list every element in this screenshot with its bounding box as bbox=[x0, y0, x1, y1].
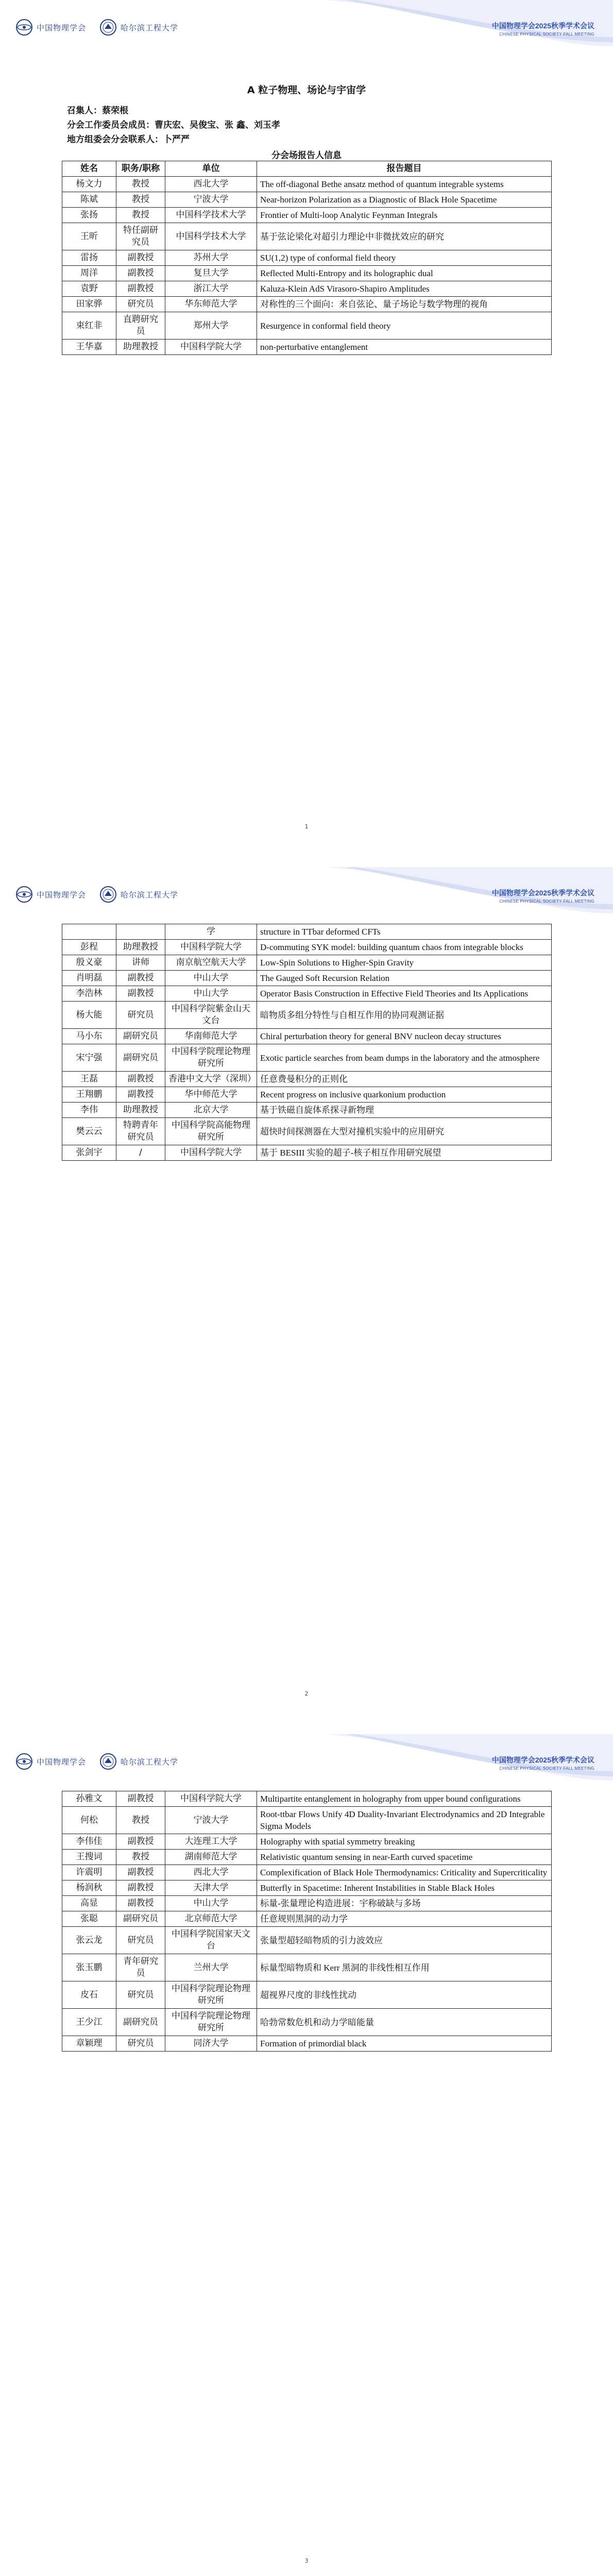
table-row bbox=[62, 955, 552, 971]
speaker-unit: 中国科学院大学 bbox=[165, 340, 257, 355]
speaker-unit: 中国科学院理论物理研究所 bbox=[165, 2009, 257, 2036]
speaker-topic: 基于铁磁自旋体系探寻新物理 bbox=[257, 1103, 552, 1118]
speaker-name: 杨大能 bbox=[62, 1002, 116, 1029]
speaker-name: 张聪 bbox=[62, 1911, 116, 1927]
speaker-title: 副教授 bbox=[116, 1072, 165, 1087]
university-emblem-icon bbox=[99, 886, 117, 903]
speaker-unit: 华中师范大学 bbox=[165, 1087, 257, 1103]
cps-emblem-icon bbox=[15, 19, 33, 36]
speaker-unit: 天津大学 bbox=[165, 1880, 257, 1896]
speaker-title: 助理教授 bbox=[116, 940, 165, 955]
speaker-title: 副教授 bbox=[116, 971, 165, 986]
speaker-name bbox=[62, 924, 116, 940]
speaker-unit: 兰州大学 bbox=[165, 1954, 257, 1981]
page-header bbox=[0, 867, 613, 913]
speaker-title: 副研究员 bbox=[116, 1029, 165, 1044]
table-row bbox=[62, 971, 552, 986]
university-logo-text: 哈尔滨工程大学 bbox=[121, 23, 179, 32]
contact-value: 卜严严 bbox=[163, 134, 190, 145]
speaker-unit: 宁波大学 bbox=[165, 1807, 257, 1834]
speaker-unit: 浙江大学 bbox=[165, 281, 257, 297]
conference-title bbox=[492, 1755, 594, 1771]
speaker-name: 何松 bbox=[62, 1807, 116, 1834]
speaker-unit: 西北大学 bbox=[165, 177, 257, 192]
table-row bbox=[62, 312, 552, 340]
contact-label: 地方组委会分会联系人： bbox=[67, 134, 163, 145]
conference-title bbox=[492, 21, 594, 37]
speaker-title: 教授 bbox=[116, 192, 165, 208]
table-row bbox=[62, 924, 552, 940]
speaker-unit: 宁波大学 bbox=[165, 192, 257, 208]
speaker-table bbox=[62, 161, 552, 355]
contact-line bbox=[67, 132, 551, 147]
speaker-name: 马小东 bbox=[62, 1029, 116, 1044]
convener-line bbox=[67, 104, 551, 118]
header-logos bbox=[15, 1753, 178, 1770]
university-logo bbox=[99, 886, 178, 903]
table-row bbox=[62, 1072, 552, 1087]
table-body bbox=[62, 924, 552, 1161]
speaker-title: 副教授 bbox=[116, 1896, 165, 1911]
speaker-topic: Reflected Multi-Entropy and its holographic dual bbox=[257, 266, 552, 281]
speaker-topic: Chiral perturbation theory for general BNV nucleon decay structures bbox=[257, 1029, 552, 1044]
page-header bbox=[0, 1734, 613, 1781]
table-row bbox=[62, 986, 552, 1002]
speaker-topic: non-perturbative entanglement bbox=[257, 340, 552, 355]
speaker-unit: 复旦大学 bbox=[165, 266, 257, 281]
speaker-name: 周洋 bbox=[62, 266, 116, 281]
table-row bbox=[62, 177, 552, 192]
speaker-unit: 中国科学技术大学 bbox=[165, 223, 257, 250]
speaker-title: 特聘青年研究员 bbox=[116, 1118, 165, 1145]
speaker-topic: Near-horizon Polarization as a Diagnostic of Black Hole Spacetime bbox=[257, 192, 552, 208]
speaker-name: 章颖理 bbox=[62, 2036, 116, 2052]
table-row bbox=[62, 340, 552, 355]
speaker-table bbox=[62, 1791, 552, 2052]
speaker-name: 杨文力 bbox=[62, 177, 116, 192]
page-header bbox=[0, 0, 613, 46]
table-row bbox=[62, 297, 552, 312]
speaker-topic: Frontier of Multi-loop Analytic Feynman Integrals bbox=[257, 208, 552, 223]
conference-title-cn: 中国物理学会2025秋季学术会议 bbox=[491, 1756, 594, 1764]
speaker-unit: 同济大学 bbox=[165, 2036, 257, 2052]
speaker-name: 陈斌 bbox=[62, 192, 116, 208]
conference-title-en: CHINESE PHYSICAL SOCIETY FALL MEETING bbox=[499, 899, 594, 904]
committee-value: 曹庆宏、吴俊宝、张 鑫、刘玉孝 bbox=[155, 120, 280, 130]
speaker-unit: 北京师范大学 bbox=[165, 1911, 257, 1927]
speaker-topic: Recent progress on inclusive quarkonium production bbox=[257, 1087, 552, 1103]
cps-logo-text: 中国物理学会 bbox=[37, 890, 87, 900]
speaker-title: 研究员 bbox=[116, 2036, 165, 2052]
speaker-title: 副研究员 bbox=[116, 1044, 165, 1072]
speaker-topic: Exotic particle searches from beam dumps in the laboratory and the atmosphere bbox=[257, 1044, 552, 1072]
table-caption: 分会场报告人信息 bbox=[271, 150, 342, 161]
speaker-unit: 中国科学技术大学 bbox=[165, 208, 257, 223]
speaker-title: 副教授 bbox=[116, 1865, 165, 1880]
speaker-title: 副研究员 bbox=[116, 1911, 165, 1927]
university-logo-text: 哈尔滨工程大学 bbox=[121, 1757, 179, 1767]
conference-title-en: CHINESE PHYSICAL SOCIETY FALL MEETING bbox=[499, 1766, 594, 1771]
conference-title-en: CHINESE PHYSICAL SOCIETY FALL MEETING bbox=[499, 32, 594, 37]
speaker-title: 副教授 bbox=[116, 1087, 165, 1103]
document-page bbox=[0, 0, 613, 867]
speaker-unit: 中国科学院理论物理研究所 bbox=[165, 1981, 257, 2009]
speaker-topic: Root-ttbar Flows Unify 4D Duality-Invariant Electrodynamics and 2D Integrable Sigma Models bbox=[257, 1807, 552, 1834]
table-row bbox=[62, 1981, 552, 2009]
table-row bbox=[62, 2009, 552, 2036]
conference-title bbox=[492, 888, 594, 904]
speaker-title: / bbox=[116, 1145, 165, 1161]
speaker-title: 副教授 bbox=[116, 266, 165, 281]
speaker-unit: 大连理工大学 bbox=[165, 1834, 257, 1850]
table-body bbox=[62, 1791, 552, 2052]
table-row bbox=[62, 1118, 552, 1145]
speaker-topic: SU(1,2) type of conformal field theory bbox=[257, 250, 552, 266]
speaker-unit: 中国科学院高能物理研究所 bbox=[165, 1118, 257, 1145]
speaker-name: 高显 bbox=[62, 1896, 116, 1911]
speaker-name: 王翔鹏 bbox=[62, 1087, 116, 1103]
speaker-name: 肖明磊 bbox=[62, 971, 116, 986]
speaker-topic: Low-Spin Solutions to Higher-Spin Gravity bbox=[257, 955, 552, 971]
cps-emblem-icon bbox=[15, 886, 33, 903]
speaker-title: 讲师 bbox=[116, 955, 165, 971]
speaker-topic: 超视界尺度的非线性扰动 bbox=[257, 1981, 552, 2009]
speaker-topic: D-commuting SYK model: building quantum chaos from integrable blocks bbox=[257, 940, 552, 955]
page-content bbox=[62, 82, 551, 355]
cps-logo bbox=[15, 1753, 86, 1770]
speaker-name: 王磊 bbox=[62, 1072, 116, 1087]
committee-label: 分会工作委员会成员： bbox=[67, 120, 155, 130]
cps-logo-text: 中国物理学会 bbox=[37, 1757, 87, 1767]
speaker-topic: 任意规则黑洞的动力学 bbox=[257, 1911, 552, 1927]
speaker-name: 李伟佳 bbox=[62, 1834, 116, 1850]
speaker-unit: 西北大学 bbox=[165, 1865, 257, 1880]
table-row bbox=[62, 1791, 552, 1807]
table-row bbox=[62, 1896, 552, 1911]
speaker-table bbox=[62, 924, 552, 1161]
speaker-title: 助理教授 bbox=[116, 340, 165, 355]
speaker-topic: 任意费曼积分的正则化 bbox=[257, 1072, 552, 1087]
speaker-unit: 中国科学院大学 bbox=[165, 1791, 257, 1807]
table-row bbox=[62, 1954, 552, 1981]
table-row bbox=[62, 1927, 552, 1954]
speaker-unit: 中国科学院理论物理研究所 bbox=[165, 1044, 257, 1072]
speaker-unit: 北京大学 bbox=[165, 1103, 257, 1118]
university-logo-text: 哈尔滨工程大学 bbox=[121, 890, 179, 900]
speaker-topic: structure in TTbar deformed CFTs bbox=[257, 924, 552, 940]
table-row bbox=[62, 1834, 552, 1850]
table-row bbox=[62, 1002, 552, 1029]
speaker-title: 副教授 bbox=[116, 1791, 165, 1807]
speaker-name: 李浩林 bbox=[62, 986, 116, 1002]
speaker-title: 副研究员 bbox=[116, 2009, 165, 2036]
speaker-name: 宋宁强 bbox=[62, 1044, 116, 1072]
header-title: 职务/职称 bbox=[116, 161, 165, 177]
table-row bbox=[62, 281, 552, 297]
speaker-title: 特任副研究员 bbox=[116, 223, 165, 250]
convener-value: 蔡荣根 bbox=[102, 106, 128, 116]
speaker-title: 教授 bbox=[116, 208, 165, 223]
speaker-topic: Formation of primordial black bbox=[257, 2036, 552, 2052]
speaker-title: 副教授 bbox=[116, 1834, 165, 1850]
speaker-topic: 哈勃常数危机和动力学暗能量 bbox=[257, 2009, 552, 2036]
speaker-title: 教授 bbox=[116, 1850, 165, 1865]
speaker-unit: 中山大学 bbox=[165, 971, 257, 986]
speaker-name: 雷扬 bbox=[62, 250, 116, 266]
speaker-title bbox=[116, 924, 165, 940]
table-row bbox=[62, 940, 552, 955]
speaker-name: 彭程 bbox=[62, 940, 116, 955]
university-emblem-icon bbox=[99, 19, 117, 36]
speaker-topic: 基于 BESIII 实验的超子-核子相互作用研究展望 bbox=[257, 1145, 552, 1161]
table-row bbox=[62, 1880, 552, 1896]
header-logos bbox=[15, 886, 178, 903]
speaker-name: 张玉鹏 bbox=[62, 1954, 116, 1981]
header-name: 姓名 bbox=[62, 161, 116, 177]
speaker-topic: 基于弦论梁化对超引力理论中非微扰效应的研究 bbox=[257, 223, 552, 250]
page-number: 3 bbox=[304, 2557, 309, 2564]
speaker-name: 孙雅文 bbox=[62, 1791, 116, 1807]
speaker-topic: Complexification of Black Hole Thermodynamics: Criticality and Supercriticality bbox=[257, 1865, 552, 1880]
cps-logo-text: 中国物理学会 bbox=[37, 23, 87, 32]
speaker-unit: 南京航空航天大学 bbox=[165, 955, 257, 971]
table-row bbox=[62, 1807, 552, 1834]
speaker-title: 研究员 bbox=[116, 1002, 165, 1029]
speaker-unit: 中国科学院大学 bbox=[165, 940, 257, 955]
committee-line bbox=[67, 118, 551, 132]
table-row bbox=[62, 1865, 552, 1880]
university-logo bbox=[99, 19, 178, 36]
speaker-title: 教授 bbox=[116, 177, 165, 192]
document-page bbox=[0, 867, 613, 1734]
header-topic: 报告题目 bbox=[257, 161, 552, 177]
speaker-title: 助理教授 bbox=[116, 1103, 165, 1118]
speaker-title: 研究员 bbox=[116, 1927, 165, 1954]
speaker-topic: The off-diagonal Bethe ansatz method of quantum integrable systems bbox=[257, 177, 552, 192]
header-logos bbox=[15, 19, 178, 36]
speaker-topic: 对称性的三个面向：来自弦论、量子场论与数学物理的视角 bbox=[257, 297, 552, 312]
table-row bbox=[62, 1911, 552, 1927]
cps-emblem-icon bbox=[15, 1753, 33, 1770]
speaker-unit: 华南师范大学 bbox=[165, 1029, 257, 1044]
speaker-topic: 超快时间探测器在大型对撞机实验中的应用研究 bbox=[257, 1118, 552, 1145]
table-row bbox=[62, 1145, 552, 1161]
speaker-title: 副教授 bbox=[116, 986, 165, 1002]
page-number: 2 bbox=[304, 1690, 309, 1697]
page-number: 1 bbox=[304, 823, 309, 830]
speaker-topic: Resurgence in conformal field theory bbox=[257, 312, 552, 340]
speaker-name: 田家骅 bbox=[62, 297, 116, 312]
speaker-name: 张扬 bbox=[62, 208, 116, 223]
table-row bbox=[62, 1029, 552, 1044]
table-body bbox=[62, 177, 552, 355]
speaker-topic: The Gauged Soft Recursion Relation bbox=[257, 971, 552, 986]
university-logo bbox=[99, 1753, 178, 1770]
cps-logo bbox=[15, 19, 86, 36]
speaker-name: 张剑宇 bbox=[62, 1145, 116, 1161]
speaker-unit: 中山大学 bbox=[165, 986, 257, 1002]
speaker-name: 杨润秋 bbox=[62, 1880, 116, 1896]
speaker-name: 张云龙 bbox=[62, 1927, 116, 1954]
speaker-name: 皮石 bbox=[62, 1981, 116, 2009]
speaker-title: 副教授 bbox=[116, 281, 165, 297]
conference-title-cn: 中国物理学会2025秋季学术会议 bbox=[491, 889, 594, 897]
speaker-title: 副教授 bbox=[116, 1880, 165, 1896]
speaker-topic: Multipartite entanglement in holography from upper bound configurations bbox=[257, 1791, 552, 1807]
speaker-unit: 中国科学院紫金山天文台 bbox=[165, 1002, 257, 1029]
table-row bbox=[62, 1850, 552, 1865]
table-row bbox=[62, 250, 552, 266]
document-page bbox=[0, 1734, 613, 2576]
speaker-unit: 学 bbox=[165, 924, 257, 940]
speaker-topic: Butterfly in Spacetime: Inherent Instabilities in Stable Black Holes bbox=[257, 1880, 552, 1896]
speaker-unit: 郑州大学 bbox=[165, 312, 257, 340]
cps-logo bbox=[15, 886, 86, 903]
speaker-topic: Operator Basis Construction in Effective Field Theories and Its Applications bbox=[257, 986, 552, 1002]
speaker-unit: 中国科学院大学 bbox=[165, 1145, 257, 1161]
table-row bbox=[62, 208, 552, 223]
speaker-topic: 标量-张量理论构造进展：宇称破缺与多场 bbox=[257, 1896, 552, 1911]
speaker-topic: 标量型暗物质和 Kerr 黑洞的非线性相互作用 bbox=[257, 1954, 552, 1981]
page-content bbox=[62, 924, 551, 1161]
table-row bbox=[62, 2036, 552, 2052]
page-content bbox=[62, 1791, 551, 2052]
table-row bbox=[62, 1044, 552, 1072]
speaker-name: 袁野 bbox=[62, 281, 116, 297]
speaker-topic: Holography with spatial symmetry breaking bbox=[257, 1834, 552, 1850]
section-intro bbox=[62, 82, 551, 161]
table-row bbox=[62, 266, 552, 281]
speaker-title: 研究员 bbox=[116, 297, 165, 312]
speaker-name: 王搜词 bbox=[62, 1850, 116, 1865]
speaker-title: 研究员 bbox=[116, 1981, 165, 2009]
speaker-name: 王昕 bbox=[62, 223, 116, 250]
speaker-topic: 暗物质多组分特性与自相互作用的协同观测证据 bbox=[257, 1002, 552, 1029]
speaker-topic: Relativistic quantum sensing in near-Earth curved spacetime bbox=[257, 1850, 552, 1865]
table-row bbox=[62, 223, 552, 250]
university-emblem-icon bbox=[99, 1753, 117, 1770]
speaker-unit: 中山大学 bbox=[165, 1896, 257, 1911]
speaker-name: 殷义豪 bbox=[62, 955, 116, 971]
section-title: A 粒子物理、场论与宇宙学 bbox=[247, 84, 366, 96]
speaker-title: 教授 bbox=[116, 1807, 165, 1834]
speaker-name: 许震明 bbox=[62, 1865, 116, 1880]
speaker-name: 李伟 bbox=[62, 1103, 116, 1118]
table-header bbox=[62, 161, 552, 177]
speaker-topic: Kaluza-Klein AdS Virasoro-Shapiro Amplitudes bbox=[257, 281, 552, 297]
table-row bbox=[62, 1087, 552, 1103]
table-row bbox=[62, 192, 552, 208]
speaker-name: 束红非 bbox=[62, 312, 116, 340]
speaker-title: 青年研究员 bbox=[116, 1954, 165, 1981]
speaker-name: 樊云云 bbox=[62, 1118, 116, 1145]
speaker-title: 直聘研究员 bbox=[116, 312, 165, 340]
speaker-title: 副教授 bbox=[116, 250, 165, 266]
header-unit: 单位 bbox=[165, 161, 257, 177]
speaker-topic: 张量型超轻暗物质的引力波效应 bbox=[257, 1927, 552, 1954]
table-row bbox=[62, 1103, 552, 1118]
speaker-unit: 苏州大学 bbox=[165, 250, 257, 266]
conference-title-cn: 中国物理学会2025秋季学术会议 bbox=[491, 22, 594, 30]
speaker-name: 王少江 bbox=[62, 2009, 116, 2036]
speaker-unit: 香港中文大学（深圳） bbox=[165, 1072, 257, 1087]
speaker-name: 王华嘉 bbox=[62, 340, 116, 355]
convener-label: 召集人： bbox=[67, 106, 102, 116]
speaker-unit: 中国科学院国家天文台 bbox=[165, 1927, 257, 1954]
speaker-unit: 华东师范大学 bbox=[165, 297, 257, 312]
table-header-row bbox=[62, 161, 552, 177]
speaker-unit: 湖南师范大学 bbox=[165, 1850, 257, 1865]
